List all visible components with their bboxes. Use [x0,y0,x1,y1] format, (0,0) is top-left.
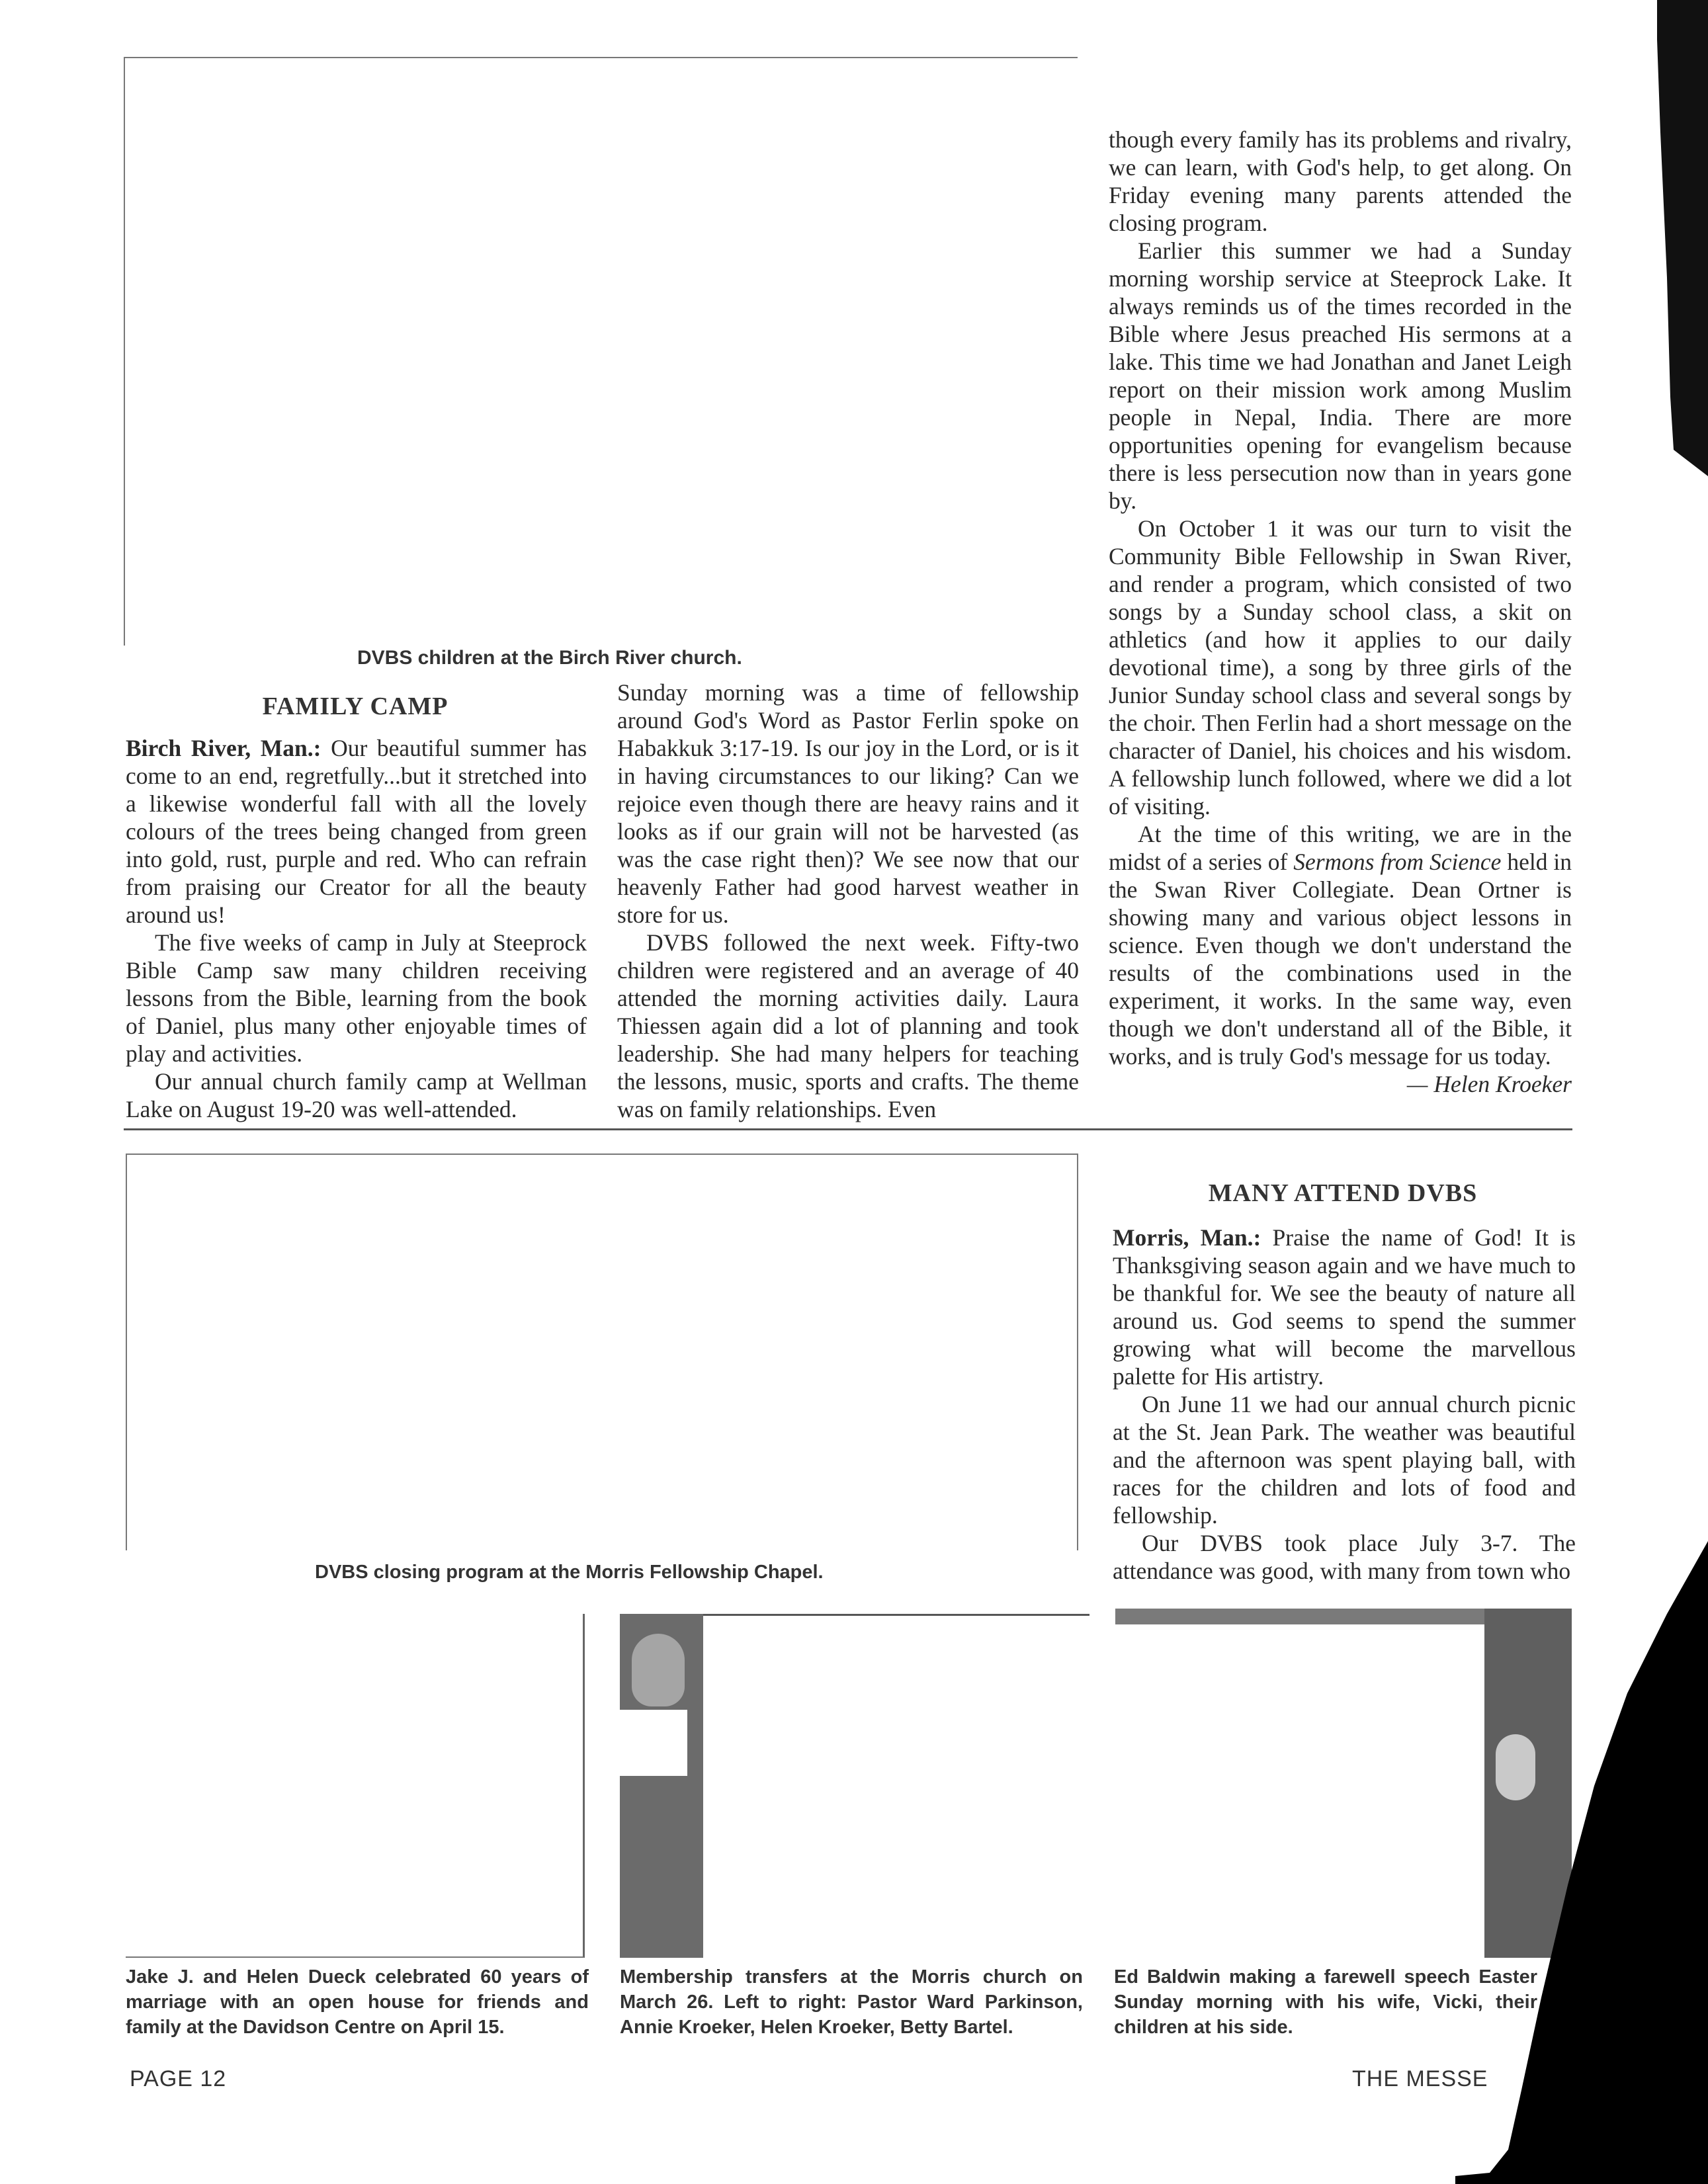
dateline-morris: Morris, Man.: [1113,1224,1261,1251]
caption-dvbs-closing-program: DVBS closing program at the Morris Fellowship Chapel. [315,1562,824,1583]
photo-dvbs-closing-program [126,1154,1078,1550]
signature-helen-kroeker: — Helen Kroeker [1406,1071,1572,1097]
section-divider [124,1128,1572,1130]
magazine-title: THE MESSE [1352,2066,1488,2091]
article-column-1 [126,734,587,1123]
scan-edge-top-right [1657,0,1708,476]
article-column-2 [617,679,1079,1123]
paragraph: Earlier this summer we had a Sunday morning worship service at Steeprock Lake. It always reminds us of the times recorded in the Bible where Jesus preached His sermons at a lake. This time we had Jonathan and Janet Leigh report on their mission work among Muslim people in Nepal, India. There are more opportunities opening for evangelism because there is less persecution now than in years gone by. [1109,237,1572,514]
paragraph: Our annual church family camp at Wellman Lake on August 19-20 was well-attended. [126,1068,587,1122]
scan-edge-tear [1455,1541,1708,2184]
paragraph: though every family has its problems and rivalry, we can learn, with God's help, to get along. On Friday evening many parents attended the closing program. [1109,126,1572,236]
paragraph: On October 1 it was our turn to visit the Community Bible Fellowship in Swan River, and render a program, which consisted of two songs by a Sunday school class, a skit on athletics (and how it applies to our daily devotional time), a song by three girls of the Junior Sunday school class and several songs by the choir. Then Ferlin had a short message on the character of Daniel, his choices and his wisdom. A fellowship lunch followed, where we did a lot of visiting. [1109,515,1572,819]
paragraph: Sunday morning was a time of fellowship around God's Word as Pastor Ferlin spoke on Habakkuk 3:17-19. Is our joy in the Lord, or is it in having circumstances to our liking? Can we rejoice even though there are heavy rains and it looks as if our grain will not be harvested (as was the case right then)? We see now that our heavenly Father had good harvest weather in store for us. [617,679,1079,928]
paragraph: At the time of this writing, we are in the midst of a series of Sermons from Science held in the Swan River Collegiate. Dean Ortner is showing many and various object lessons in science. Even though we don't understand the results of the combinations used in the experiment, it works. In the same way, even though we don't understand all of the Bible, it works, and is truly God's message for us today. [1109,821,1572,1070]
paragraph: On June 11 we had our annual church picnic at the St. Jean Park. The weather was beautiful and the afternoon was spent playing ball, with races for the children and lots of food and fellowship. [1113,1391,1576,1529]
photo-blank-area [703,1614,1089,1958]
paragraph: Birch River, Man.: Our beautiful summer has come to an end, regretfully...but it stretched into a likewise wonderful fall with all the lovely colours of the trees being changed from green into gold, rust, purple and red. Who can refrain from praising our Creator for all the beauty around us! [126,735,587,928]
paragraph: Our DVBS took place July 3-7. The attendance was good, with many from town who [1113,1530,1576,1584]
photo-blank-area [1115,1624,1484,1958]
photo-dueck-anniversary [126,1614,585,1958]
caption-dueck-anniversary: Jake J. and Helen Dueck celebrated 60 years of marriage with an open house for friends and family at the Davidson Centre on April 15. [126,1966,589,2038]
photo-blank-area-lower [620,1710,687,1776]
headline-many-attend-dvbs: MANY ATTEND DVBS [1208,1179,1478,1207]
headline-family-camp: FAMILY CAMP [262,693,448,720]
page-number: PAGE 12 [130,2066,227,2091]
caption-membership-transfers: Membership transfers at the Morris church on March 26. Left to right: Pastor Ward Parkinson, Annie Kroeker, Helen Kroeker, Betty Bartel. [620,1966,1083,2038]
paragraph: The five weeks of camp in July at Steeprock Bible Camp saw many children receiving lessons from the Bible, learning from the book of Daniel, plus many other enjoyable times of play and activities. [126,929,587,1067]
photo-membership-transfers [620,1614,1089,1958]
dateline-birch-river: Birch River, Man.: [126,735,321,761]
scan-edge-shadow [1455,0,1708,2184]
paragraph: DVBS followed the next week. Fifty-two children were registered and an average of 40 attended the morning activities daily. Laura Thiessen again did a lot of planning and took leadership. She had many helpers for teaching the lessons, music, sports and crafts. The theme was on family relationships. Even [617,929,1079,1122]
caption-ed-baldwin: Ed Baldwin making a farewell speech Easter Sunday morning with his wife, Vicki, their children at his side. [1114,1966,1537,2038]
photo-fragment-face [632,1634,685,1706]
caption-dvbs-children: DVBS children at the Birch River church. [357,647,742,669]
paragraph: Morris, Man.: Praise the name of God! It is Thanksgiving season again and we have much to be thankful for. We see the beauty of nature all around us. God seems to spend the summer growing what will become the marvellous palette for His artistry. [1113,1224,1576,1390]
photo-dvbs-children [124,57,1078,646]
